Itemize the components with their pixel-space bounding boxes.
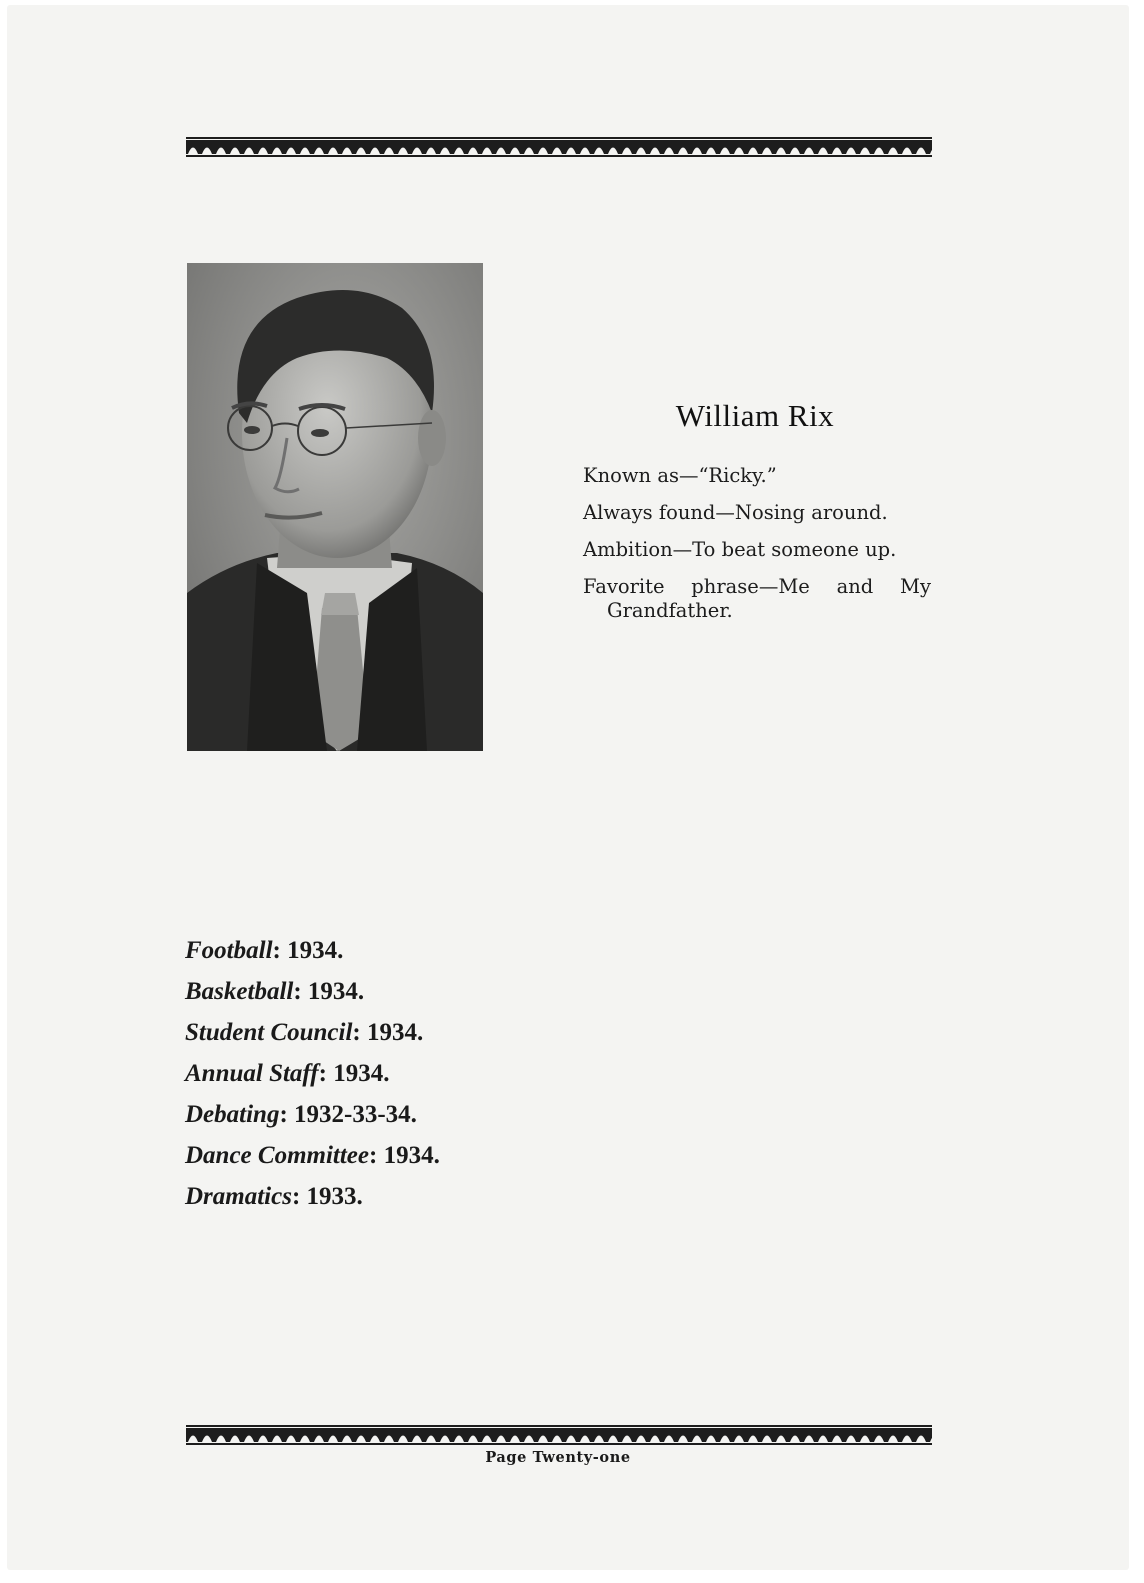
activity-name: Annual Staff: [185, 1060, 319, 1087]
activities-list: [185, 930, 440, 1217]
bottom-ornamental-border: [186, 1425, 932, 1445]
activity-item: Dramatics: 1933.: [185, 1183, 363, 1210]
activity-years: 1934.: [307, 978, 365, 1005]
activity-item: Basketball: 1934.: [185, 978, 365, 1005]
activity-item: Dance Committee: 1934.: [185, 1142, 440, 1169]
student-portrait-photo: [187, 263, 483, 751]
activity-name: Basketball: [185, 978, 294, 1005]
activity-item: Annual Staff: 1934.: [185, 1060, 390, 1087]
activity-years: 1934.: [333, 1060, 390, 1087]
activity-years: 1934.: [367, 1019, 424, 1046]
activity-years: 1933.: [306, 1183, 363, 1210]
activity-years: 1932-33-34.: [294, 1101, 417, 1128]
activity-years: 1934.: [383, 1142, 440, 1169]
activity-item: Debating: 1932-33-34.: [185, 1101, 417, 1128]
activity-item: Football: 1934.: [185, 937, 344, 964]
activity-item: Student Council: 1934.: [185, 1019, 424, 1046]
trait-favorite-phrase: Favorite phrase—Me and My Grandfather.: [583, 575, 931, 622]
personality-traits-list: [583, 464, 931, 636]
top-ornamental-border: [186, 137, 932, 157]
activity-name: Dramatics: [185, 1183, 292, 1210]
yearbook-page: [7, 5, 1129, 1570]
student-name: William Rix: [675, 398, 835, 433]
activity-name: Student Council: [185, 1019, 353, 1046]
trait-known-as: Known as—“Ricky.”: [583, 464, 777, 487]
page-number: Page Twenty-one: [485, 1449, 631, 1466]
trait-ambition: Ambition—To beat someone up.: [583, 538, 897, 561]
activity-name: Football: [185, 937, 273, 964]
trait-always-found: Always found—Nosing around.: [583, 501, 888, 524]
activity-name: Debating: [185, 1101, 280, 1128]
activity-name: Dance Committee: [185, 1142, 369, 1169]
activity-years: 1934.: [287, 937, 344, 964]
